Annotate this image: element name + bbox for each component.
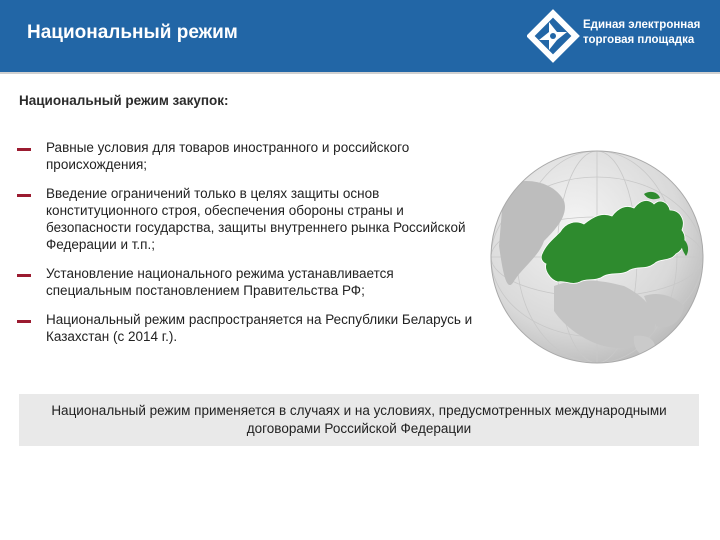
note-box <box>19 394 699 446</box>
etp-logo <box>527 6 717 66</box>
bullet-item <box>17 139 482 173</box>
dash-bullet-icon <box>17 320 31 323</box>
bullet-item <box>17 185 482 253</box>
slide-title: Национальный режим <box>27 22 238 43</box>
logo-text <box>583 18 700 48</box>
logo-text-line1: Единая электронная <box>583 19 701 31</box>
logo-text-line2: торговая площадка <box>583 34 695 46</box>
diamond-logo-icon <box>527 6 583 66</box>
header-bar <box>0 0 720 72</box>
bullet-item <box>17 311 482 345</box>
note-text: Национальный режим применяется в случаях и на условиях, предусмотренных международными договорами Российской Федерации <box>51 403 667 436</box>
section-subtitle: Национальный режим закупок: <box>19 93 229 108</box>
bullet-text: Равные условия для товаров иностранного и российского происхождения; <box>46 140 410 172</box>
globe-russia-icon <box>484 146 710 368</box>
bullet-text: Национальный режим распространяется на Республики Беларусь и Казахстан (с 2014 г.). <box>46 312 473 344</box>
bullet-text: Введение ограничений только в целях защиты основ конституционного строя, обеспечения обороны страны и безопасности государства, защиты внутреннего рынка Российской Федерации и т.п.; <box>46 186 466 252</box>
bullet-list <box>17 139 482 357</box>
bullet-text: Установление национального режима устанавливается специальным постановлением Правительства РФ; <box>46 266 394 298</box>
globe-map <box>484 146 710 368</box>
header-divider <box>0 72 720 74</box>
bullet-item <box>17 265 482 299</box>
dash-bullet-icon <box>17 148 31 151</box>
dash-bullet-icon <box>17 194 31 197</box>
dash-bullet-icon <box>17 274 31 277</box>
